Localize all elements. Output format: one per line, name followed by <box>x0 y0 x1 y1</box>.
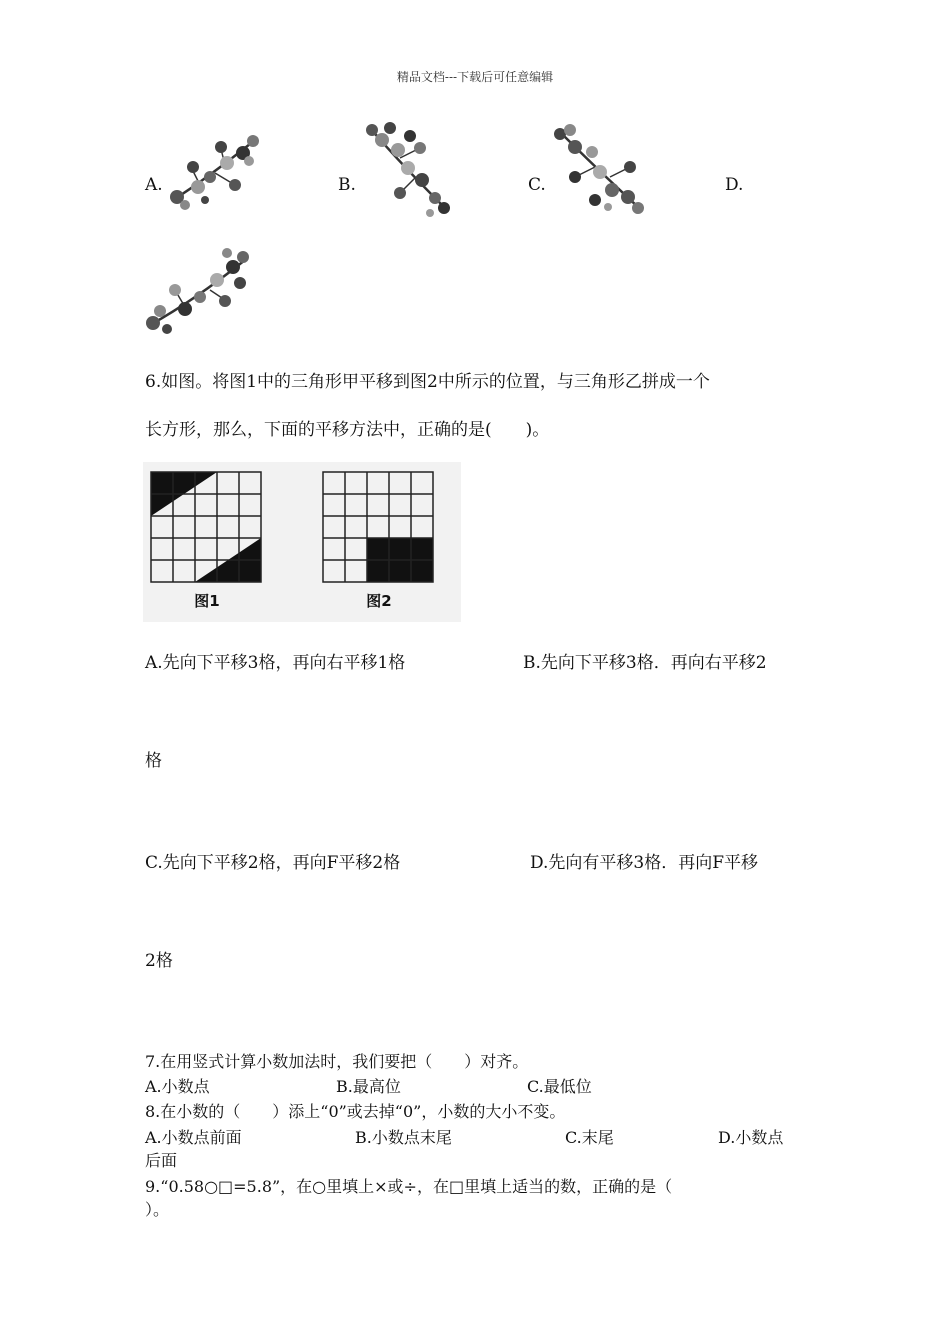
page-header: 精品文档---下载后可任意编辑 <box>396 70 554 84</box>
q7-option-a: A.小数点 <box>145 1077 210 1096</box>
q5-option-d-label: D. <box>725 175 744 195</box>
q6-option-b: B.先向下平移3格．再向右平移2 <box>523 653 767 673</box>
flower-branch-image-b <box>360 118 455 218</box>
q7-option-b: B.最高位 <box>336 1077 401 1096</box>
q6-option-d: D.先向有平移3格．再向F平移 <box>530 853 759 873</box>
q8-option-a: A.小数点前面 <box>145 1128 242 1147</box>
q6-option-d-continued: 2格 <box>145 951 173 971</box>
figure-2-caption: 图2 <box>366 592 392 610</box>
q9-question-line1: 9.“0.58○□=5.8”，在○里填上×或÷，在□里填上适当的数，正确的是（ <box>145 1177 673 1196</box>
q7-option-c: C.最低位 <box>527 1077 592 1096</box>
figure-1-caption: 图1 <box>194 592 220 610</box>
q8-option-c: C.末尾 <box>565 1128 614 1147</box>
q5-option-a-label: A. <box>145 175 163 195</box>
q6-question-line1: 6.如图。将图1中的三角形甲平移到图2中所示的位置，与三角形乙拼成一个 <box>145 372 710 392</box>
q6-option-a: A.先向下平移3格，再向右平移1格 <box>145 653 406 673</box>
q6-grid-figure <box>143 462 461 622</box>
q8-option-b: B.小数点末尾 <box>355 1128 452 1147</box>
flower-branch-image-c <box>550 122 650 217</box>
q6-option-c: C.先向下平移2格，再向F平移2格 <box>145 853 401 873</box>
flower-branch-image-a <box>165 125 265 220</box>
q8-question: 8.在小数的（ ）添上“0”或去掉“0”，小数的大小不变。 <box>145 1102 566 1121</box>
q9-question-line2: ）。 <box>145 1200 170 1219</box>
q8-option-d: D.小数点 <box>718 1128 784 1147</box>
q6-question-line2: 长方形，那么，下面的平移方法中，正确的是( )。 <box>145 420 550 440</box>
q5-option-c-label: C. <box>528 175 546 195</box>
q7-question: 7.在用竖式计算小数加法时，我们要把（ ）对齐。 <box>145 1052 529 1071</box>
flower-branch-image-d <box>145 245 255 340</box>
q6-option-b-continued: 格 <box>145 751 162 771</box>
q8-option-d-continued: 后面 <box>145 1151 178 1170</box>
q5-option-b-label: B. <box>338 175 356 195</box>
